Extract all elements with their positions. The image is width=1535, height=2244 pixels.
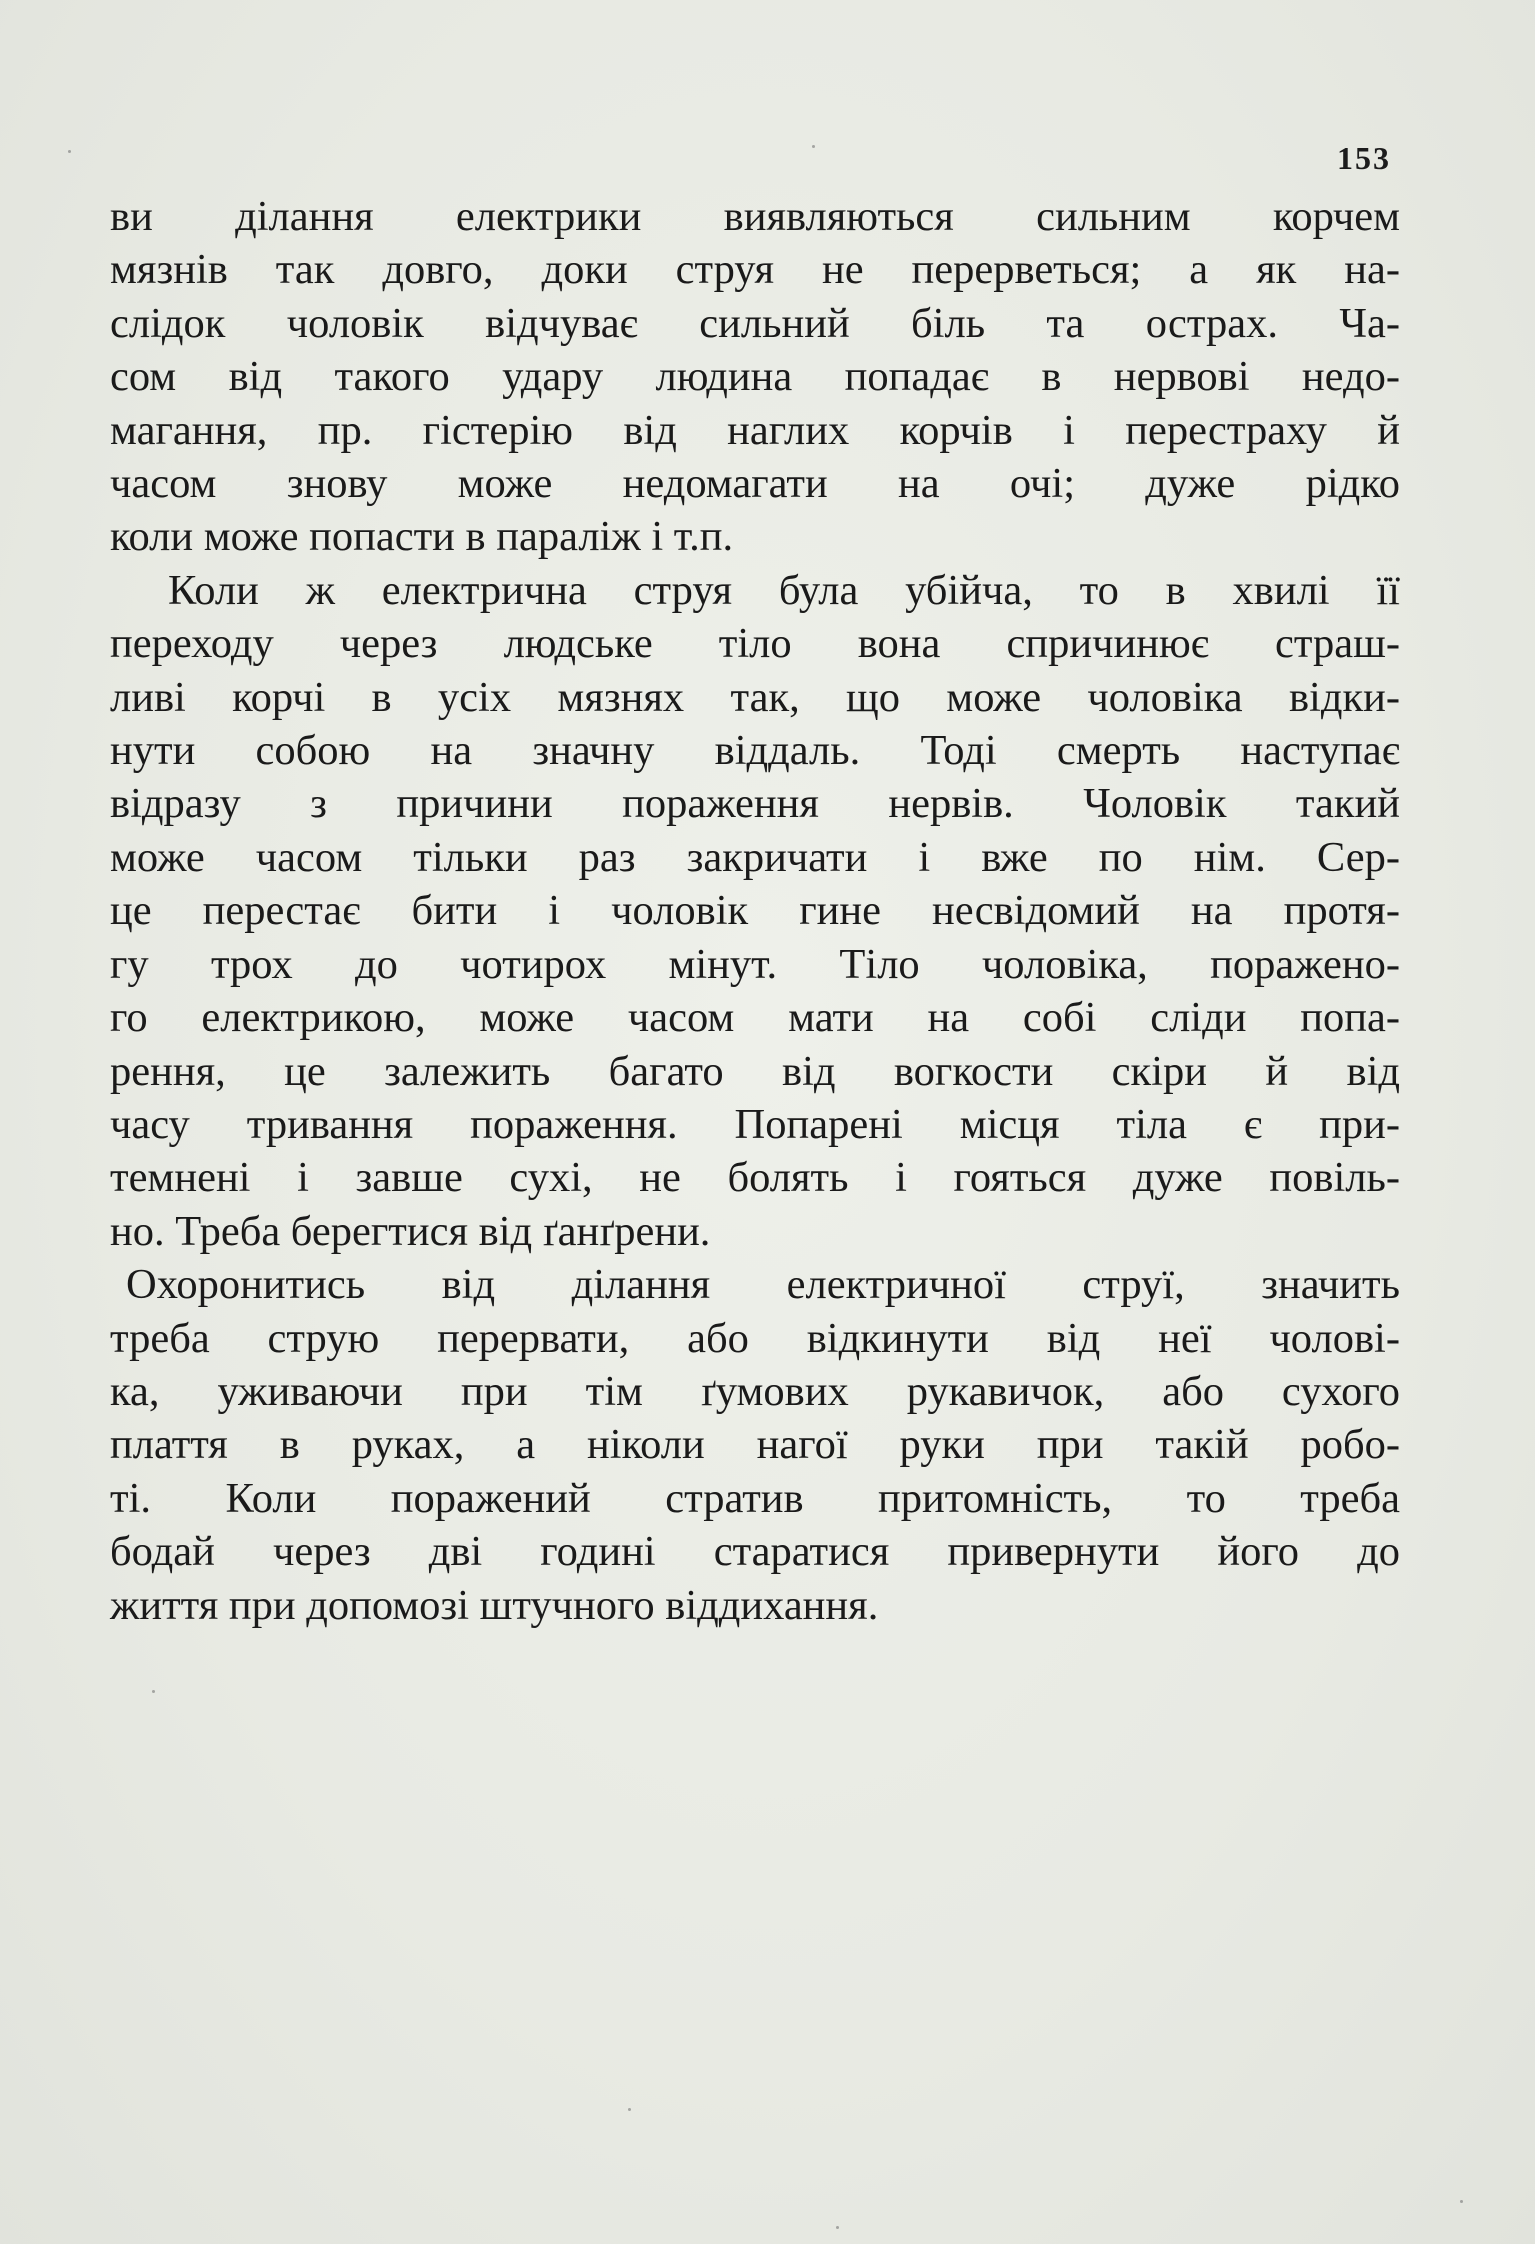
paper-speck: [836, 2226, 839, 2229]
text-line: життя при допомозі штучного віддихання.: [110, 1581, 879, 1629]
text-line: но. Треба берегтися від ґанґрени.: [110, 1207, 711, 1255]
text-line: плаття в руках, а ніколи нагої руки при такій робо-: [110, 1421, 1400, 1469]
paragraph-first-line: Коли ж електрична струя була убійча, то в хвилі її: [168, 566, 1400, 614]
text-line: темнені і завше сухі, не болять і гояться дуже повіль-: [110, 1154, 1400, 1202]
text-line: ка, уживаючи при тім ґумових рукавичок, або сухого: [110, 1367, 1400, 1415]
text-line: нути собою на значну віддаль. Тоді смерть наступає: [110, 727, 1400, 775]
text-line: часом знову може недомагати на очі; дуже рідко: [110, 460, 1400, 508]
text-line: рення, це залежить багато від вогкости скіри й від: [110, 1047, 1400, 1095]
text-line: бодай через дві годині старатися привернути його до: [110, 1528, 1400, 1576]
text-line: го електрикою, може часом мати на собі сліди попа-: [110, 994, 1400, 1042]
text-line: мязнів так довго, доки струя не перерветься; а як на-: [110, 246, 1400, 294]
text-line: відразу з причини пораження нервів. Чоловік такий: [110, 780, 1400, 828]
page-number: 153: [1337, 140, 1391, 176]
body-text: [110, 190, 1400, 1632]
text-line: ливі корчі в усіх мязнях так, що може чоловіка відки-: [110, 673, 1400, 721]
text-line: коли може попасти в параліж і т.п.: [110, 513, 734, 561]
paper-speck: [628, 2108, 631, 2111]
paper-speck: [152, 1690, 155, 1693]
text-line: ви ділання електрики виявляються сильним корчем: [110, 193, 1400, 240]
text-line: може часом тільки раз закричати і вже по нім. Сер-: [110, 833, 1400, 881]
text-line: це перестає бити і чоловік гине несвідомий на протя-: [110, 887, 1400, 935]
text-line: ті. Коли поражений стратив притомність, то треба: [110, 1474, 1400, 1522]
text-line: гу трох до чотирох мінут. Тіло чоловіка, поражено-: [110, 940, 1400, 988]
text-line: переходу через людське тіло вона спричинює страш-: [110, 620, 1400, 668]
paper-speck: [1460, 2200, 1463, 2203]
text-line: часу тривання пораження. Попарені місця тіла є при-: [110, 1100, 1400, 1148]
text-line: магання, пр. гістерію від наглих корчів і перестраху й: [110, 406, 1400, 454]
paper-speck: [68, 150, 71, 153]
paragraph-first-line: Охоронитись від ділання електричної струї, значить: [126, 1261, 1400, 1309]
text-line: треба струю перервати, або відкинути від неї чолові-: [110, 1314, 1400, 1362]
text-line: сом від такого удару людина попадає в нервові недо-: [110, 353, 1400, 401]
paper-speck: [812, 145, 815, 148]
text-line: слідок чоловік відчуває сильний біль та острах. Ча-: [110, 299, 1400, 347]
